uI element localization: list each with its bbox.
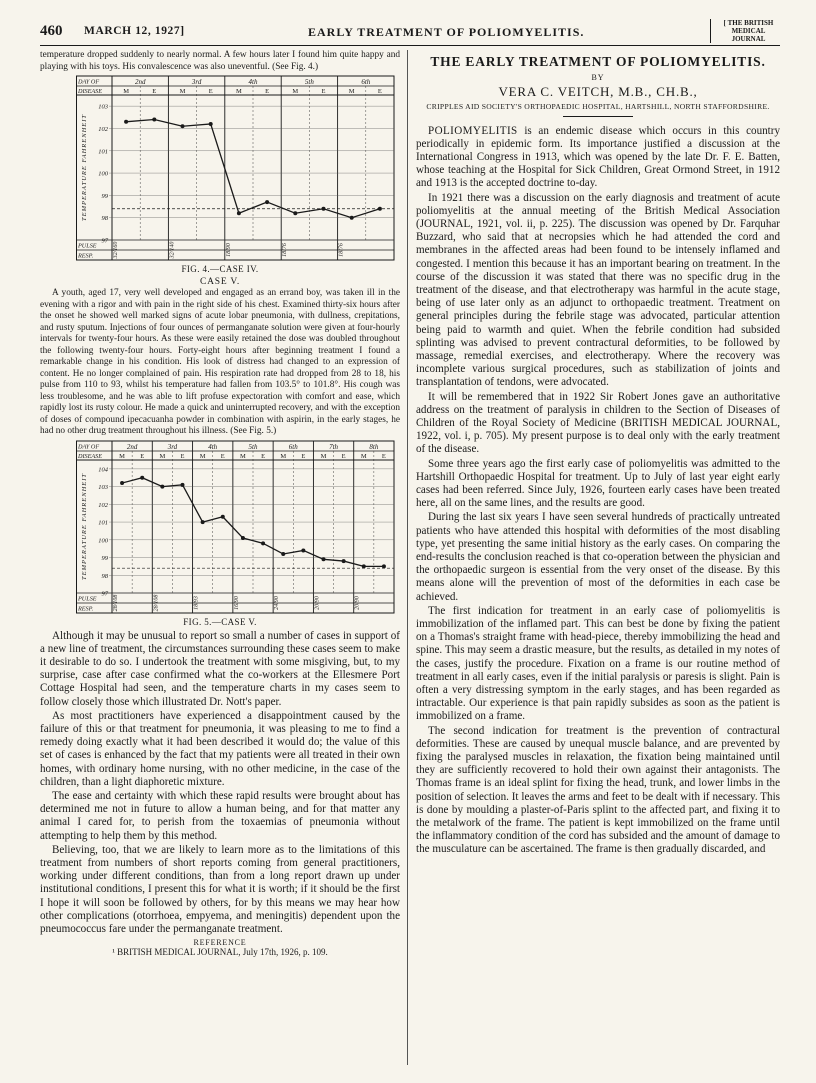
temperature-point bbox=[322, 557, 326, 561]
session-label: E bbox=[152, 88, 157, 95]
page-number: 460 bbox=[40, 23, 63, 39]
author-name: VERA C. VEITCH, M.B., CH.B., bbox=[498, 84, 698, 99]
session-label: E bbox=[321, 88, 326, 95]
session-label: M bbox=[292, 88, 299, 95]
temperature-point bbox=[152, 118, 156, 122]
temperature-point bbox=[382, 564, 386, 568]
paragraph: Although it may be unusual to report so small a number of cases in support of a new line of treatment, the circumstances surrounding these cases seem to make it desirable to do so. I undertook the treatment with some misgiving, but, to my surprise, case after case confirmed what the co-workers at the Ellesmere Port Cottage Hospital had seen, and the temperature charts in my cases seem to follow closely those which illustrated Dr. Nott's paper. bbox=[40, 629, 400, 708]
chart-frame bbox=[77, 76, 395, 260]
pulse-resp-value: 20/90 bbox=[314, 595, 321, 610]
article-title: THE EARLY TREATMENT OF POLIOMYELITIS. bbox=[430, 54, 766, 69]
column-divider bbox=[407, 50, 408, 1065]
session-label: M bbox=[348, 88, 355, 95]
temperature-tick: 97 bbox=[101, 237, 108, 245]
journal-mark: [ THE BRITISH MEDICAL JOURNAL bbox=[710, 19, 780, 43]
page-header bbox=[40, 19, 780, 46]
temperature-point bbox=[281, 551, 285, 555]
session-label: E bbox=[341, 452, 346, 460]
day-label: 5th bbox=[304, 78, 314, 86]
temperature-point bbox=[362, 564, 366, 568]
session-label: M bbox=[360, 452, 367, 460]
temperature-point bbox=[140, 475, 144, 479]
session-label: E bbox=[140, 452, 145, 460]
temperature-point bbox=[350, 216, 354, 220]
day-label: 4th bbox=[248, 78, 258, 86]
temperature-point bbox=[201, 520, 205, 524]
day-label: 7th bbox=[329, 442, 339, 451]
paragraph: Some three years ago the first early case of poliomyelitis was admitted to the Hartshill Orthopaedic Hospital for treatment. Up to July of last year eight early cases had been referred. Since July, 1926, fourteen early cases have been treated here, all on the same lines, and the results are good. bbox=[416, 457, 780, 510]
fig5-temperature-chart bbox=[76, 440, 396, 614]
right-column bbox=[416, 50, 780, 1070]
paragraph: The first indication for treatment in an early case of poliomyelitis is immobilization of the inflamed part. This can best be done by fixing the patient on a Thomas's straight frame with head-piece, thereby immobilizing the head and spine. This may seem a drastic measure, but the results, as detailed in my notes of the cases, justify the procedure. Fixation on a frame is our routine method of treatment in all early cases, even if the initial paralysis or paresis is slight. Pain is often a very distressing symptom in the early stages, and has been regarded as intractable. Our experience is that pain rapidly subsides as soon as the patient is immobilized on a frame. bbox=[416, 604, 780, 723]
temperature-point bbox=[221, 514, 225, 518]
pulse-resp-value: 18/76 bbox=[338, 243, 345, 257]
chart-frame bbox=[77, 441, 395, 613]
day-label: 4th bbox=[208, 442, 218, 451]
pulse-resp-value: 18/90 bbox=[225, 243, 232, 257]
left-column bbox=[40, 50, 400, 1070]
pulse-resp-value: 24/90 bbox=[274, 595, 281, 610]
temperature-axis-label: TEMPERATURE FAHRENHEIT bbox=[81, 113, 88, 222]
article-body bbox=[416, 125, 780, 857]
temperature-tick: 99 bbox=[101, 192, 108, 200]
session-label: M bbox=[159, 452, 166, 460]
temperature-tick: 103 bbox=[98, 483, 108, 491]
case-iv-conclusion bbox=[40, 50, 400, 73]
resp-label: RESP. bbox=[78, 252, 94, 260]
day-label: 3rd bbox=[167, 442, 178, 451]
temperature-tick: 98 bbox=[101, 572, 108, 580]
session-label: E bbox=[265, 88, 270, 95]
temperature-tick: 100 bbox=[98, 170, 108, 178]
left-body bbox=[40, 630, 400, 937]
session-label: M bbox=[179, 88, 186, 95]
paragraph bbox=[416, 125, 780, 191]
byline: BY bbox=[591, 73, 605, 82]
pulse-resp-value: 18/76 bbox=[282, 243, 289, 257]
case-v-text bbox=[40, 288, 400, 438]
day-label: 8th bbox=[369, 442, 379, 451]
paragraph: During the last six years I have seen several hundreds of practically untreated patients who have attended this hospital with deformities of the most disabling type, yet presenting the same initial history as the early cases. On comparing the end-results the conclusion reached is that co-operation between the physician and the orthopaedic surgeon is essential from the very onset of the disease. By this means alone will the prevention of most of the deformities in each case be achieved. bbox=[416, 511, 780, 603]
pulse-resp-value: 16/90 bbox=[233, 595, 240, 610]
session-label: E bbox=[261, 452, 266, 460]
resp-label: RESP. bbox=[78, 605, 94, 612]
temperature-tick: 100 bbox=[98, 536, 108, 544]
paragraph-text: is an endemic disease which occurs in this country periodically in epidemic form. Its importance justified a discussion at the International Congress in 1913, which was opened by the late Dr. F. E. Batten, whose teaching at the Hospital for Sick Children, Great Ormond Street, in 1912 and 1913 is the accepted doctrine to-day. bbox=[416, 124, 780, 190]
disease-label: DISEASE bbox=[78, 88, 103, 95]
pulse-label: PULSE bbox=[78, 595, 97, 602]
lead-in: POLIOMYELITIS bbox=[428, 124, 518, 137]
temperature-tick: 98 bbox=[101, 215, 108, 223]
running-title: EARLY TREATMENT OF POLIOMYELITIS. bbox=[308, 25, 585, 39]
paragraph: As most practitioners have experienced a disappointment caused by the failure of this or that treatment for pneumonia, it was pleasing to me to find a remedy doing exactly what it had been described it would do; the value of this set of cases is enhanced by the fact that my patients were all treated in their own homes, with ordinary home nursing, with no other medicine, in the case of the children, than a light diaphoretic mixture. bbox=[40, 709, 400, 788]
temperature-point bbox=[181, 124, 185, 128]
issue-date: MARCH 12, 1927] bbox=[84, 25, 185, 37]
temperature-point bbox=[181, 482, 185, 486]
temperature-point bbox=[160, 484, 164, 488]
pulse-label: PULSE bbox=[78, 242, 97, 250]
reference-text: ¹ BRITISH MEDICAL JOURNAL, July 17th, 1926, p. 109. bbox=[112, 947, 328, 958]
temperature-point bbox=[342, 559, 346, 563]
session-label: M bbox=[280, 452, 287, 460]
temperature-tick: 104 bbox=[98, 465, 108, 473]
paragraph: Believing, too, that we are likely to learn more as to the limitations of this treatment from numbers of short reports coming from general practitioners, working under different conditions, than from a long report drawn up under institutional conditions, I present this for what it is worth; if it should be the first I hope it will soon be followed by others, for by this means we may hear how other complications (otorrhoea, empyema, and meningitis) dependent upon the pneumococcus fare under the permanganate treatment. bbox=[40, 843, 400, 935]
temperature-point bbox=[293, 211, 297, 215]
temperature-axis-label: TEMPERATURE FAHRENHEIT bbox=[81, 472, 88, 580]
session-label: M bbox=[119, 452, 125, 460]
temperature-point bbox=[120, 481, 124, 485]
session-label: M bbox=[123, 88, 129, 95]
session-label: M bbox=[240, 452, 246, 460]
title-rule bbox=[563, 116, 633, 117]
day-label: 6th bbox=[288, 442, 298, 451]
pulse-resp-value: 28/108 bbox=[153, 594, 160, 611]
disease-label: DISEASE bbox=[78, 452, 103, 460]
session-label: E bbox=[301, 452, 306, 460]
session-label: E bbox=[377, 88, 382, 95]
temperature-tick: 101 bbox=[98, 519, 108, 527]
day-label: 6th bbox=[361, 78, 371, 86]
pulse-resp-value: 28/108 bbox=[113, 594, 119, 611]
temperature-tick: 102 bbox=[98, 501, 108, 509]
day-of-disease-label: DAY OF bbox=[78, 78, 100, 86]
day-of-disease-label: DAY OF bbox=[78, 443, 100, 450]
paragraph: It will be remembered that in 1922 Sir Robert Jones gave an authoritative address on the treatment of paralysis in children to the Section of Diseases of Children of the Royal Society of Medicine (BRITISH MEDICAL JOURNAL, 1922, vol. i, p. 705). My present purpose is to deal only with the early treatment of the disease. bbox=[416, 390, 780, 456]
session-label: E bbox=[220, 452, 225, 460]
fig5-caption: FIG. 5.—CASE V. bbox=[183, 616, 257, 627]
temperature-point bbox=[241, 536, 245, 540]
day-label: 3rd bbox=[191, 78, 202, 86]
paragraph: The second indication for treatment is the prevention of contractural deformities. These are caused by unequal muscle balance, and are prevented by fixing the paralysed muscles in relaxation, the fixation being maintained until they are sufficiently recovered to hold their own against their antagonists. The Thomas frame is an ideal splint for fixing the head, trunk, and lower limbs in the position of selection. It leaves the arms and feet to be dealt with if necessary. This is done by moulding a plaster-of-Paris splint to the affected part, and fixing it to the metalwork of the frame. The patient is kept immobilized on the frame until the inflammatory condition of the cord has subsided and the amount of damage to the musculature can be ascertained. The frame is then gradually discarded, and bbox=[416, 724, 780, 856]
temperature-point bbox=[322, 207, 326, 211]
session-label: M bbox=[199, 452, 206, 460]
case-v-heading: CASE V. bbox=[199, 277, 241, 287]
paragraph: temperature dropped suddenly to nearly normal. A few hours later I found him quite happy and playing with his toys. His convalescence was also uneventful. (See Fig. 4.) bbox=[40, 50, 400, 72]
temperature-point bbox=[265, 200, 269, 204]
temperature-point bbox=[237, 211, 241, 215]
pulse-resp-value: 32/140 bbox=[169, 241, 176, 259]
paragraph: A youth, aged 17, very well developed and engaged as an errand boy, was taken ill in the evening with a rigor and with pain in the right side of his chest. Examined thirty-six hours after the onset he showed well marked signs of acute lobar pneumonia, with dullness, crepitations, and rusty sputum. Injections of four ounces of permanganate solution were given at four-hourly intervals for twenty-four hours. As these were easily retained the dose was doubled throughout the following twenty-four hours. Forty-eight hours after beginning treatment I found a remarkable change in his condition. His look of distress had changed to an expression of content. He no longer complained of pain. His respiration rate had dropped from 28 to 18, his pulse from 110 to 93, whilst his temperature had fallen from 103.5° to 101.8°. His cough was less troublesome, and he was able to lift profuse expectoration with comfort and ease, which rapidly lost its rusty colour. He made a quick and uninterrupted recovery, and with the exception of doses of compound ipecacuanha powder in combination with aspirin, in the early stages, he had no other drug treatment throughout his illness. (See Fig. 5.) bbox=[40, 288, 400, 436]
day-label: 5th bbox=[248, 442, 258, 451]
temperature-tick: 102 bbox=[98, 125, 108, 133]
pulse-resp-value: 18/93 bbox=[193, 595, 200, 610]
temperature-point bbox=[209, 122, 213, 126]
reference-heading: REFERENCE bbox=[193, 938, 247, 948]
temperature-tick: 97 bbox=[101, 590, 108, 597]
pulse-resp-value: 20/90 bbox=[354, 595, 361, 610]
temperature-point bbox=[124, 120, 128, 124]
temperature-tick: 99 bbox=[101, 554, 108, 562]
temperature-point bbox=[378, 207, 382, 211]
session-label: E bbox=[381, 452, 386, 460]
day-label: 2nd bbox=[126, 442, 138, 451]
session-label: M bbox=[320, 452, 327, 460]
session-label: E bbox=[180, 452, 185, 460]
day-label: 2nd bbox=[134, 78, 146, 86]
author-affiliation: CRIPPLES AID SOCIETY'S ORTHOPAEDIC HOSPITAL, HARTSHILL, NORTH STAFFORDSHIRE. bbox=[426, 102, 770, 111]
fig4-temperature-chart bbox=[76, 75, 396, 261]
temperature-tick: 101 bbox=[98, 148, 108, 156]
pulse-resp-value: 32/160 bbox=[113, 241, 119, 259]
session-label: M bbox=[236, 88, 242, 95]
session-label: E bbox=[208, 88, 213, 95]
paragraph: The ease and certainty with which these rapid results were brought about has determined me not in future to allow a human being, and for that matter any animal I cared for, to perish from the toxaemias of pneumonia without attempting to help them by this method. bbox=[40, 789, 400, 842]
paragraph: In 1921 there was a discussion on the early diagnosis and treatment of acute poliomyelitis at the annual meeting of the British Medical Association (JOURNAL, 1921, vol. ii, p. 225). The discussion was opened by Dr. Farquhar Buzzard, who said that at necropsies which he had attended the cord and membranes in the affected areas had been found to be intensely inflamed and congested. I mention this because it has an important bearing on treatment. In the course of the discussion it was stated that there was no specific drug in the treatment of the disease, and that electrotherapy was harmful in the acute stage, being of use later only as an adjunct to orthopaedic treatment. Treatment on general principles during the febrile stage was advocated, particular attention being paid to warmth and quiet. When the febrile condition had subsided splinting was advised to prevent contractural deformities, to be followed by massage, remedial exercises, and electrotherapy. Where the recovery was incomplete various surgical procedures, such as stabilization of joints and transplantation of tendons, were advocated. bbox=[416, 191, 780, 389]
fig4-caption: FIG. 4.—CASE IV. bbox=[181, 264, 259, 274]
temperature-tick: 103 bbox=[98, 103, 108, 111]
temperature-point bbox=[301, 548, 305, 552]
temperature-point bbox=[261, 541, 265, 545]
